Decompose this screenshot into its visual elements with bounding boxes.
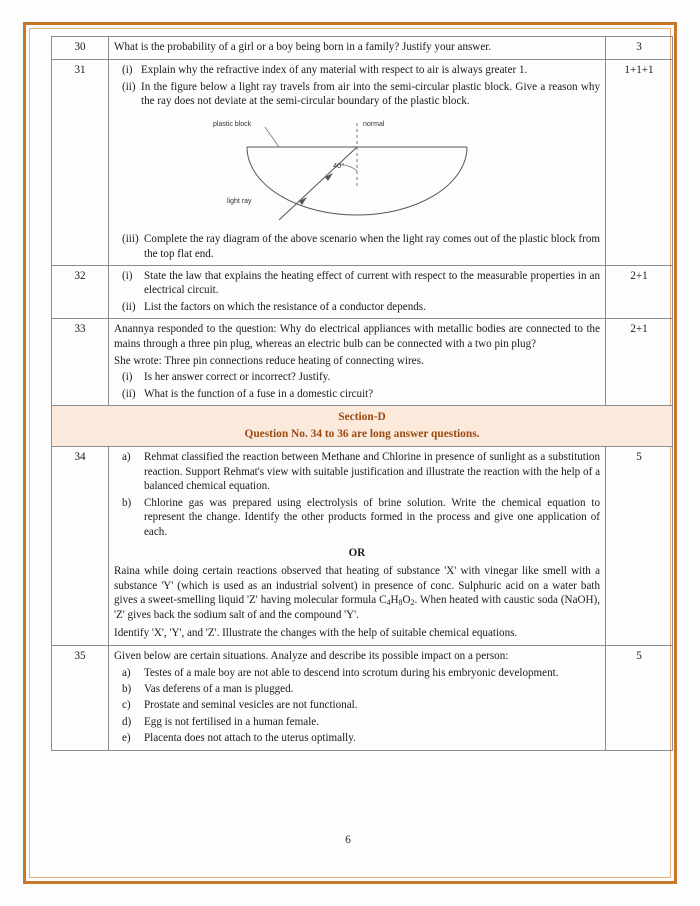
question-text: What is the probability of a girl or a boy being born in a family? Justify your answer.: [114, 41, 492, 53]
question-marks: 5: [606, 447, 673, 646]
section-banner: [52, 406, 673, 447]
question-number: 31: [52, 60, 109, 266]
part-text: What is the function of a fuse in a domestic circuit?: [144, 387, 374, 400]
table-row: [52, 646, 673, 751]
question-part: [114, 666, 600, 680]
table-row: [52, 319, 673, 406]
question-part: [114, 450, 600, 493]
refraction-diagram: [114, 117, 600, 226]
part-label: c): [122, 699, 131, 712]
question-part: [114, 682, 600, 696]
part-text: List the factors on which the resistance of a conductor depends.: [144, 300, 426, 313]
table-row: [52, 37, 673, 60]
question-part: [114, 387, 600, 401]
part-text: Complete the ray diagram of the above scenario when the light ray comes out of the plastic block from the top flat end.: [144, 233, 600, 260]
question-part: [114, 731, 600, 745]
alternative-question-instruction: Identify 'X', 'Y', and 'Z'. Illustrate the changes with the help of suitable chemical equations.: [114, 626, 518, 639]
part-label: (iii): [122, 233, 139, 246]
table-row: [52, 265, 673, 318]
page-number: 6: [345, 834, 351, 846]
alternative-question-text: [114, 564, 600, 622]
part-text: In the figure below a light ray travels from air into the semi-circular plastic block. Give a reason why the ray does not deviate at the semi-circular boundary of the plastic block.: [141, 80, 600, 108]
part-text: Placenta does not attach to the uterus optimally.: [144, 732, 356, 745]
section-d-row: [52, 406, 673, 447]
part-label: b): [122, 683, 132, 695]
question-part: [114, 63, 600, 77]
light-ray-line: [279, 147, 357, 220]
question-part: [114, 715, 600, 729]
question-marks: 1+1+1: [606, 60, 673, 266]
table-row: [52, 447, 673, 646]
question-marks: 2+1: [606, 265, 673, 318]
question-marks: 3: [606, 37, 673, 60]
part-label: (ii): [122, 387, 136, 400]
question-part: [114, 80, 600, 109]
question-part: [114, 698, 600, 712]
part-text: Explain why the refractive index of any material with respect to air is always greater 1.: [141, 64, 528, 77]
plastic-block-label: plastic block: [213, 120, 252, 128]
part-text: Prostate and seminal vesicles are not functional.: [144, 699, 358, 712]
question-part: [114, 300, 600, 314]
part-text: State the law that explains the heating effect of current with respect to the measurable properties in an electrical circuit.: [144, 269, 600, 297]
part-label: b): [122, 496, 132, 509]
part-label: a): [122, 666, 131, 679]
part-text: Egg is not fertilised in a human female.: [144, 715, 319, 728]
question-part: [114, 370, 600, 384]
part-text: Testes of a male boy are not able to descend into scrotum during his embryonic development.: [144, 666, 559, 679]
table-row: [52, 60, 673, 266]
page-content: [51, 36, 654, 751]
question-number: 35: [52, 646, 109, 751]
question-marks: 2+1: [606, 319, 673, 406]
part-text: Chlorine gas was prepared using electrolysis of brine solution. Write the chemical equation to represent the change. Identify the other products formed in the process and give one application of each.: [144, 496, 600, 538]
question-body: [109, 646, 606, 751]
or-separator: OR: [348, 546, 366, 559]
question-part: [114, 269, 600, 298]
semicircular-block-figure: [207, 117, 507, 222]
alt-text-part-1: Raina while doing certain reactions observed that heating of substance 'X' with vinegar like smell with a substance 'Y' (which is used as an industrial solvent) in presence of conc. Sulphuric acid on a water bath gives a sweet-smelling liquid 'Z' having molecular formula: [114, 565, 600, 607]
question-part: [114, 232, 600, 261]
question-body: [109, 37, 606, 60]
part-label: a): [122, 451, 131, 464]
part-text: Is her answer correct or incorrect? Justify.: [144, 371, 331, 384]
normal-label: normal: [363, 120, 385, 128]
question-body: [109, 265, 606, 318]
question-body: [109, 447, 606, 646]
light-ray-label: light ray: [227, 197, 252, 205]
question-body: [109, 60, 606, 266]
part-label: (i): [122, 371, 133, 384]
student-answer-text: She wrote: Three pin connections reduce heating of connecting wires.: [114, 355, 424, 368]
part-label: (i): [122, 64, 133, 77]
question-intro: Anannya responded to the question: Why do electrical appliances with metallic bodies are connected to the mains through a three pin plug, whereas an electric bulb can be connected with a two pin plug?: [114, 323, 600, 350]
section-title: Section-D: [338, 411, 386, 424]
part-text: Rehmat classified the reaction between Methane and Chlorine in presence of sunlight as a substitution reaction. Support Rehmat's view with suitable justification and illustrate the reaction with the help of a balanced chemical equation.: [144, 451, 600, 493]
molecular-formula: $C_4H_8O_2$: [379, 594, 415, 607]
question-number: 30: [52, 37, 109, 60]
part-label: d): [122, 715, 132, 728]
part-text: Vas deferens of a man is plugged.: [144, 683, 294, 695]
question-body: [109, 319, 606, 406]
questions-table: [51, 36, 673, 751]
part-label: (i): [122, 269, 133, 282]
question-number: 32: [52, 265, 109, 318]
section-subtitle: Question No. 34 to 36 are long answer questions.: [244, 427, 480, 440]
part-label: e): [122, 732, 131, 745]
angle-label: 40°: [333, 160, 345, 170]
part-label: (ii): [122, 80, 136, 93]
question-part: [114, 496, 600, 539]
question-marks: 5: [606, 646, 673, 751]
question-intro: Given below are certain situations. Analyze and describe its possible impact on a person:: [114, 650, 509, 663]
part-label: (ii): [122, 300, 136, 313]
question-number: 33: [52, 319, 109, 406]
question-number: 34: [52, 447, 109, 646]
alt-text-part-2: . When heated with caustic soda (NaOH), 'Z' gives back the sodium salt of and the compound 'Y'.: [114, 594, 600, 622]
